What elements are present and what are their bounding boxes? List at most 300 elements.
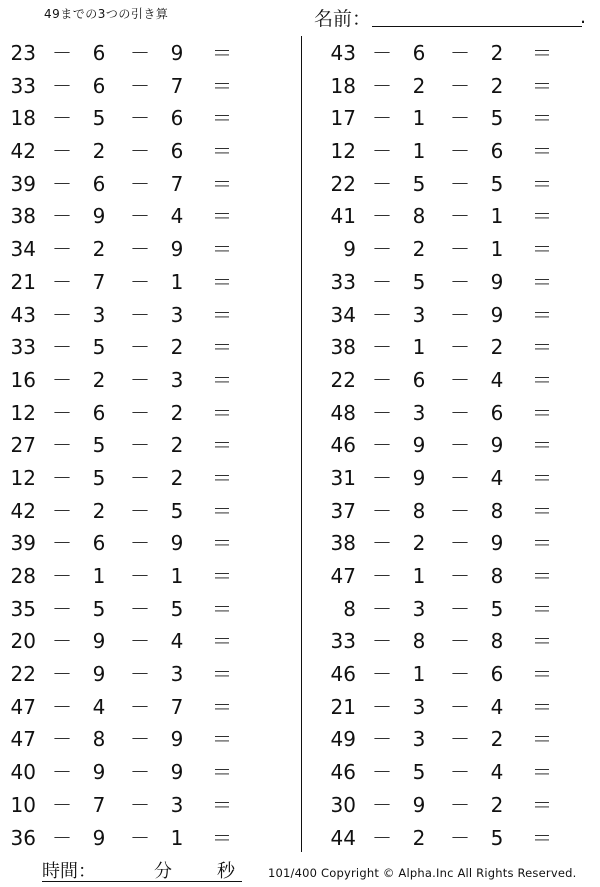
first-number: 38	[10, 204, 36, 229]
second-number: 7	[92, 792, 106, 817]
equals-sign: ＝	[532, 171, 552, 196]
equals-sign: ＝	[212, 367, 232, 392]
first-number: 22	[10, 662, 36, 687]
equals-sign: ＝	[532, 825, 552, 850]
minus-sign: －	[130, 825, 150, 850]
third-number: 2	[490, 727, 504, 752]
third-number: 9	[170, 760, 184, 785]
first-number: 42	[10, 139, 36, 164]
first-number: 16	[10, 367, 36, 392]
second-number: 6	[92, 171, 106, 196]
equals-sign: ＝	[532, 531, 552, 556]
minus-sign: －	[450, 792, 470, 817]
minus-sign: －	[52, 694, 72, 719]
first-number: 35	[10, 596, 36, 621]
second-number: 6	[412, 41, 426, 65]
third-number: 9	[490, 531, 504, 556]
minus-sign: －	[372, 760, 392, 785]
equals-sign: ＝	[212, 335, 232, 360]
second-number: 8	[412, 204, 426, 229]
equals-sign: ＝	[532, 269, 552, 294]
minus-sign: －	[52, 41, 72, 65]
first-number: 18	[330, 73, 356, 98]
minus-sign: －	[372, 433, 392, 458]
third-number: 1	[170, 269, 184, 294]
minus-sign: －	[450, 237, 470, 262]
third-number: 3	[170, 302, 184, 327]
equals-sign: ＝	[212, 269, 232, 294]
first-number: 18	[10, 106, 36, 131]
third-number: 2	[170, 335, 184, 360]
second-number: 3	[92, 302, 106, 327]
seconds-label: 秒	[217, 861, 235, 882]
first-number: 47	[330, 564, 356, 588]
equals-sign: ＝	[212, 531, 232, 556]
first-number: 39	[10, 171, 36, 196]
equals-sign: ＝	[532, 335, 552, 360]
first-number: 8	[343, 596, 356, 621]
time-label: 時間：	[42, 861, 96, 882]
equals-sign: ＝	[532, 139, 552, 164]
second-number: 6	[92, 531, 106, 556]
minus-sign: －	[450, 825, 470, 850]
first-number: 33	[330, 269, 356, 294]
second-number: 5	[412, 760, 426, 785]
minus-sign: －	[450, 662, 470, 687]
name-underline	[372, 26, 582, 27]
minus-sign: －	[450, 171, 470, 196]
first-number: 38	[330, 531, 356, 556]
second-number: 8	[92, 727, 106, 752]
minus-sign: －	[450, 400, 470, 425]
minus-sign: －	[450, 727, 470, 752]
second-number: 2	[412, 73, 426, 98]
minus-sign: －	[130, 400, 150, 425]
first-number: 48	[330, 400, 356, 425]
third-number: 7	[170, 73, 184, 98]
second-number: 5	[412, 269, 426, 294]
equals-sign: ＝	[212, 171, 232, 196]
minus-sign: －	[52, 727, 72, 752]
minus-sign: －	[130, 760, 150, 785]
first-number: 40	[10, 760, 36, 785]
minus-sign: －	[52, 139, 72, 164]
first-number: 22	[330, 367, 356, 392]
first-number: 34	[330, 302, 356, 327]
equals-sign: ＝	[532, 596, 552, 621]
minus-sign: －	[372, 531, 392, 556]
second-number: 8	[412, 629, 426, 654]
third-number: 7	[170, 694, 184, 719]
third-number: 2	[170, 400, 184, 425]
minus-sign: －	[52, 596, 72, 621]
minus-sign: －	[130, 139, 150, 164]
third-number: 8	[490, 629, 504, 654]
minus-sign: －	[130, 171, 150, 196]
column-divider	[301, 36, 302, 852]
minus-sign: －	[52, 106, 72, 131]
minus-sign: －	[372, 367, 392, 392]
minus-sign: －	[372, 694, 392, 719]
third-number: 7	[170, 171, 184, 196]
minus-sign: －	[52, 237, 72, 262]
third-number: 4	[490, 367, 504, 392]
minus-sign: －	[130, 792, 150, 817]
equals-sign: ＝	[212, 564, 232, 588]
first-number: 21	[10, 269, 36, 294]
minus-sign: －	[450, 73, 470, 98]
equals-sign: ＝	[212, 498, 232, 523]
third-number: 6	[170, 139, 184, 164]
first-number: 28	[10, 564, 36, 588]
minus-sign: －	[130, 596, 150, 621]
third-number: 3	[170, 662, 184, 687]
equals-sign: ＝	[532, 204, 552, 229]
worksheet-title: 49までの3つの引き算	[44, 7, 169, 21]
minus-sign: －	[450, 269, 470, 294]
second-number: 9	[92, 825, 106, 850]
time-record[interactable]	[42, 857, 242, 882]
minus-sign: －	[52, 498, 72, 523]
minus-sign: －	[130, 694, 150, 719]
minus-sign: －	[52, 171, 72, 196]
minus-sign: －	[450, 204, 470, 229]
minus-sign: －	[450, 498, 470, 523]
second-number: 2	[412, 237, 426, 262]
first-number: 20	[10, 629, 36, 654]
third-number: 5	[170, 498, 184, 523]
third-number: 5	[490, 825, 504, 850]
minutes-label: 分	[154, 861, 172, 882]
third-number: 1	[170, 564, 184, 588]
third-number: 5	[490, 106, 504, 131]
equals-sign: ＝	[212, 237, 232, 262]
third-number: 6	[490, 662, 504, 687]
second-number: 7	[92, 269, 106, 294]
third-number: 3	[170, 367, 184, 392]
equals-sign: ＝	[212, 433, 232, 458]
minus-sign: －	[372, 139, 392, 164]
minus-sign: －	[130, 335, 150, 360]
second-number: 6	[412, 367, 426, 392]
minus-sign: －	[130, 465, 150, 490]
first-number: 43	[330, 41, 356, 65]
second-number: 1	[412, 564, 426, 588]
equals-sign: ＝	[212, 760, 232, 785]
second-number: 1	[92, 564, 106, 588]
third-number: 5	[490, 596, 504, 621]
equals-sign: ＝	[532, 792, 552, 817]
third-number: 3	[170, 792, 184, 817]
minus-sign: －	[372, 792, 392, 817]
equals-sign: ＝	[532, 498, 552, 523]
equals-sign: ＝	[212, 629, 232, 654]
second-number: 4	[92, 694, 106, 719]
second-number: 5	[92, 433, 106, 458]
second-number: 5	[92, 596, 106, 621]
second-number: 3	[412, 302, 426, 327]
equals-sign: ＝	[212, 400, 232, 425]
second-number: 2	[92, 139, 106, 164]
equals-sign: ＝	[532, 694, 552, 719]
minus-sign: －	[130, 367, 150, 392]
minus-sign: －	[450, 465, 470, 490]
minus-sign: －	[450, 106, 470, 131]
minus-sign: －	[130, 629, 150, 654]
third-number: 9	[170, 237, 184, 262]
third-number: 4	[490, 760, 504, 785]
second-number: 1	[412, 335, 426, 360]
minus-sign: －	[450, 302, 470, 327]
minus-sign: －	[52, 531, 72, 556]
minus-sign: －	[372, 171, 392, 196]
second-number: 5	[412, 171, 426, 196]
minus-sign: －	[52, 629, 72, 654]
minus-sign: －	[52, 433, 72, 458]
third-number: 2	[490, 73, 504, 98]
second-number: 3	[412, 400, 426, 425]
second-number: 1	[412, 662, 426, 687]
first-number: 12	[330, 139, 356, 164]
first-number: 33	[10, 335, 36, 360]
equals-sign: ＝	[532, 302, 552, 327]
second-number: 6	[92, 73, 106, 98]
third-number: 9	[170, 41, 184, 65]
first-number: 34	[10, 237, 36, 262]
third-number: 6	[490, 400, 504, 425]
minus-sign: －	[372, 564, 392, 588]
minus-sign: －	[450, 41, 470, 65]
minus-sign: －	[450, 367, 470, 392]
equals-sign: ＝	[212, 139, 232, 164]
minus-sign: －	[52, 400, 72, 425]
minus-sign: －	[372, 400, 392, 425]
equals-sign: ＝	[212, 596, 232, 621]
equals-sign: ＝	[532, 433, 552, 458]
second-number: 5	[92, 106, 106, 131]
minus-sign: －	[372, 596, 392, 621]
equals-sign: ＝	[532, 237, 552, 262]
minus-sign: －	[450, 335, 470, 360]
second-number: 8	[412, 498, 426, 523]
equals-sign: ＝	[532, 760, 552, 785]
minus-sign: －	[130, 564, 150, 588]
minus-sign: －	[130, 204, 150, 229]
first-number: 9	[343, 237, 356, 262]
first-number: 12	[10, 465, 36, 490]
second-number: 2	[412, 531, 426, 556]
third-number: 6	[490, 139, 504, 164]
first-number: 38	[330, 335, 356, 360]
minus-sign: －	[130, 727, 150, 752]
equals-sign: ＝	[212, 465, 232, 490]
equals-sign: ＝	[532, 662, 552, 687]
minus-sign: －	[372, 335, 392, 360]
equals-sign: ＝	[532, 41, 552, 65]
equals-sign: ＝	[212, 106, 232, 131]
minus-sign: －	[372, 629, 392, 654]
first-number: 23	[10, 41, 36, 65]
minus-sign: －	[52, 825, 72, 850]
equals-sign: ＝	[532, 629, 552, 654]
minus-sign: －	[52, 204, 72, 229]
first-number: 21	[330, 694, 356, 719]
equals-sign: ＝	[532, 106, 552, 131]
first-number: 46	[330, 662, 356, 687]
third-number: 8	[490, 564, 504, 588]
equals-sign: ＝	[212, 73, 232, 98]
name-label: 名前：	[314, 8, 372, 30]
third-number: 4	[170, 204, 184, 229]
minus-sign: －	[372, 302, 392, 327]
first-number: 30	[330, 792, 356, 817]
equals-sign: ＝	[212, 662, 232, 687]
minus-sign: －	[372, 106, 392, 131]
minus-sign: －	[372, 269, 392, 294]
second-number: 5	[92, 465, 106, 490]
minus-sign: －	[52, 269, 72, 294]
second-number: 3	[412, 596, 426, 621]
minus-sign: －	[130, 498, 150, 523]
minus-sign: －	[450, 760, 470, 785]
minus-sign: －	[130, 433, 150, 458]
minus-sign: －	[450, 596, 470, 621]
minus-sign: －	[372, 41, 392, 65]
third-number: 1	[490, 204, 504, 229]
first-number: 46	[330, 433, 356, 458]
minus-sign: －	[450, 433, 470, 458]
third-number: 1	[170, 825, 184, 850]
first-number: 22	[330, 171, 356, 196]
first-number: 33	[330, 629, 356, 654]
minus-sign: －	[450, 531, 470, 556]
minus-sign: －	[130, 106, 150, 131]
first-number: 43	[10, 302, 36, 327]
second-number: 9	[92, 204, 106, 229]
minus-sign: －	[372, 237, 392, 262]
equals-sign: ＝	[532, 727, 552, 752]
first-number: 33	[10, 73, 36, 98]
third-number: 9	[490, 302, 504, 327]
third-number: 2	[490, 41, 504, 65]
third-number: 9	[170, 531, 184, 556]
second-number: 5	[92, 335, 106, 360]
third-number: 2	[490, 792, 504, 817]
third-number: 9	[490, 269, 504, 294]
first-number: 41	[330, 204, 356, 229]
third-number: 6	[170, 106, 184, 131]
third-number: 2	[170, 465, 184, 490]
second-number: 6	[92, 400, 106, 425]
first-number: 47	[10, 694, 36, 719]
third-number: 4	[490, 465, 504, 490]
minus-sign: －	[52, 760, 72, 785]
first-number: 44	[330, 825, 356, 850]
minus-sign: －	[372, 465, 392, 490]
second-number: 3	[412, 727, 426, 752]
second-number: 9	[412, 792, 426, 817]
minus-sign: －	[450, 694, 470, 719]
second-number: 2	[92, 498, 106, 523]
first-number: 31	[330, 465, 356, 490]
second-number: 1	[412, 106, 426, 131]
first-number: 42	[10, 498, 36, 523]
minus-sign: －	[372, 825, 392, 850]
minus-sign: －	[450, 564, 470, 588]
minus-sign: －	[52, 335, 72, 360]
second-number: 2	[412, 825, 426, 850]
equals-sign: ＝	[532, 367, 552, 392]
minus-sign: －	[52, 73, 72, 98]
minus-sign: －	[52, 302, 72, 327]
second-number: 2	[92, 237, 106, 262]
second-number: 3	[412, 694, 426, 719]
minus-sign: －	[130, 662, 150, 687]
equals-sign: ＝	[532, 400, 552, 425]
minus-sign: －	[130, 531, 150, 556]
minus-sign: －	[372, 662, 392, 687]
second-number: 9	[412, 465, 426, 490]
minus-sign: －	[130, 73, 150, 98]
second-number: 9	[92, 760, 106, 785]
equals-sign: ＝	[212, 41, 232, 65]
name-period: .	[580, 6, 587, 28]
equals-sign: ＝	[212, 727, 232, 752]
minus-sign: －	[130, 302, 150, 327]
name-field[interactable]	[314, 4, 587, 30]
third-number: 5	[170, 596, 184, 621]
minus-sign: －	[52, 662, 72, 687]
second-number: 9	[92, 662, 106, 687]
first-number: 39	[10, 531, 36, 556]
minus-sign: －	[52, 465, 72, 490]
minus-sign: －	[130, 41, 150, 65]
first-number: 12	[10, 400, 36, 425]
minus-sign: －	[372, 73, 392, 98]
minus-sign: －	[450, 629, 470, 654]
third-number: 2	[170, 433, 184, 458]
first-number: 10	[10, 792, 36, 817]
second-number: 2	[92, 367, 106, 392]
minus-sign: －	[372, 204, 392, 229]
first-number: 17	[330, 106, 356, 131]
minus-sign: －	[52, 564, 72, 588]
equals-sign: ＝	[212, 825, 232, 850]
equals-sign: ＝	[532, 564, 552, 588]
third-number: 8	[490, 498, 504, 523]
equals-sign: ＝	[532, 465, 552, 490]
minus-sign: －	[372, 727, 392, 752]
first-number: 46	[330, 760, 356, 785]
equals-sign: ＝	[532, 73, 552, 98]
equals-sign: ＝	[212, 694, 232, 719]
minus-sign: －	[52, 367, 72, 392]
second-number: 1	[412, 139, 426, 164]
third-number: 4	[170, 629, 184, 654]
third-number: 4	[490, 694, 504, 719]
equals-sign: ＝	[212, 792, 232, 817]
minus-sign: －	[130, 269, 150, 294]
third-number: 5	[490, 171, 504, 196]
minus-sign: －	[52, 792, 72, 817]
first-number: 27	[10, 433, 36, 458]
first-number: 49	[330, 727, 356, 752]
third-number: 9	[170, 727, 184, 752]
third-number: 9	[490, 433, 504, 458]
first-number: 37	[330, 498, 356, 523]
third-number: 2	[490, 335, 504, 360]
copyright-footer: 101/400 Copyright © Alpha.Inc All Rights Reserved.	[268, 866, 577, 880]
